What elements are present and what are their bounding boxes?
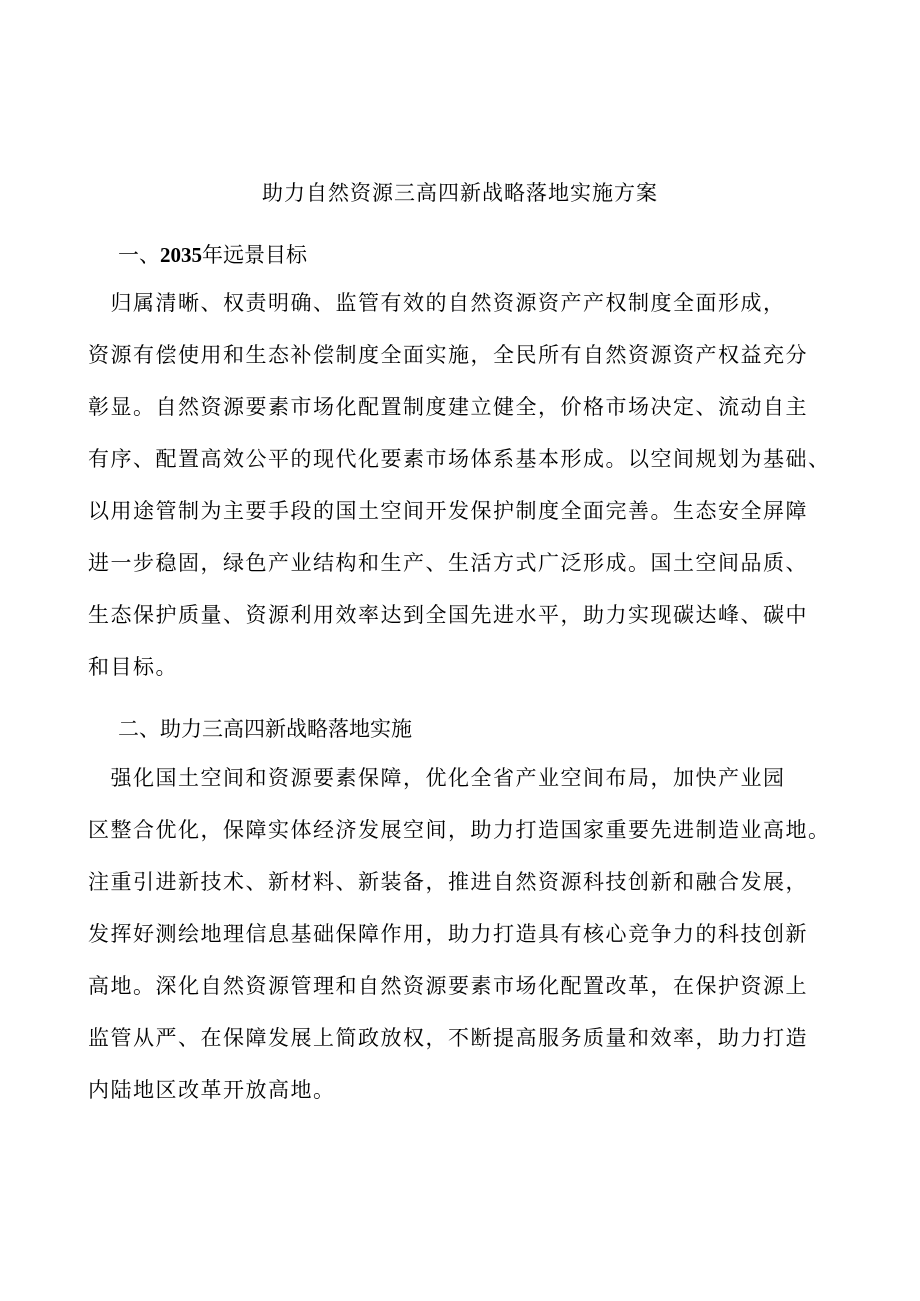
paragraph-line: 以用途管制为主要手段的国土空间开发保护制度全面完善。生态安全屏障 <box>88 499 808 523</box>
section-heading-1-prefix: 一、 <box>118 243 160 267</box>
section-1-paragraph <box>88 277 848 693</box>
paragraph-line: 有序、配置高效公平的现代化要素市场体系基本形成。以空间规划为基础、 <box>88 447 831 471</box>
paragraph-line: 注重引进新技术、新材料、新装备，推进自然资源科技创新和融合发展， <box>88 870 808 894</box>
section-heading-1-year: 2035 <box>160 243 202 267</box>
paragraph-line: 生态保护质量、资源利用效率达到全国先进水平，助力实现碳达峰、碳中 <box>88 603 808 627</box>
paragraph-line: 资源有偿使用和生态补偿制度全面实施，全民所有自然资源资产权益充分 <box>88 343 808 367</box>
section-heading-1 <box>118 237 307 273</box>
paragraph-line: 强化国土空间和资源要素保障，优化全省产业空间布局，加快产业园 <box>88 766 786 790</box>
paragraph-line: 发挥好测绘地理信息基础保障作用，助力打造具有核心竞争力的科技创新 <box>88 922 808 946</box>
paragraph-line: 区整合优化，保障实体经济发展空间，助力打造国家重要先进制造业高地。 <box>88 818 831 842</box>
paragraph-line: 进一步稳固，绿色产业结构和生产、生活方式广泛形成。国土空间品质、 <box>88 551 808 575</box>
document-title: 助力自然资源三高四新战略落地实施方案 <box>262 181 658 205</box>
paragraph-line: 彰显。自然资源要素市场化配置制度建立健全，价格市场决定、流动自主 <box>88 395 808 419</box>
paragraph-line: 监管从严、在保障发展上简政放权，不断提高服务质量和效率，助力打造 <box>88 1026 808 1050</box>
paragraph-line: 内陆地区改革开放高地。 <box>88 1078 336 1102</box>
paragraph-line: 归属清晰、权责明确、监管有效的自然资源资产产权制度全面形成， <box>88 291 786 315</box>
section-2-paragraph <box>88 752 848 1116</box>
paragraph-line: 高地。深化自然资源管理和自然资源要素市场化配置改革，在保护资源上 <box>88 974 808 998</box>
section-heading-2: 二、助力三高四新战略落地实施 <box>118 717 412 741</box>
paragraph-line: 和目标。 <box>88 655 178 679</box>
section-heading-1-suffix: 年远景目标 <box>202 243 307 267</box>
